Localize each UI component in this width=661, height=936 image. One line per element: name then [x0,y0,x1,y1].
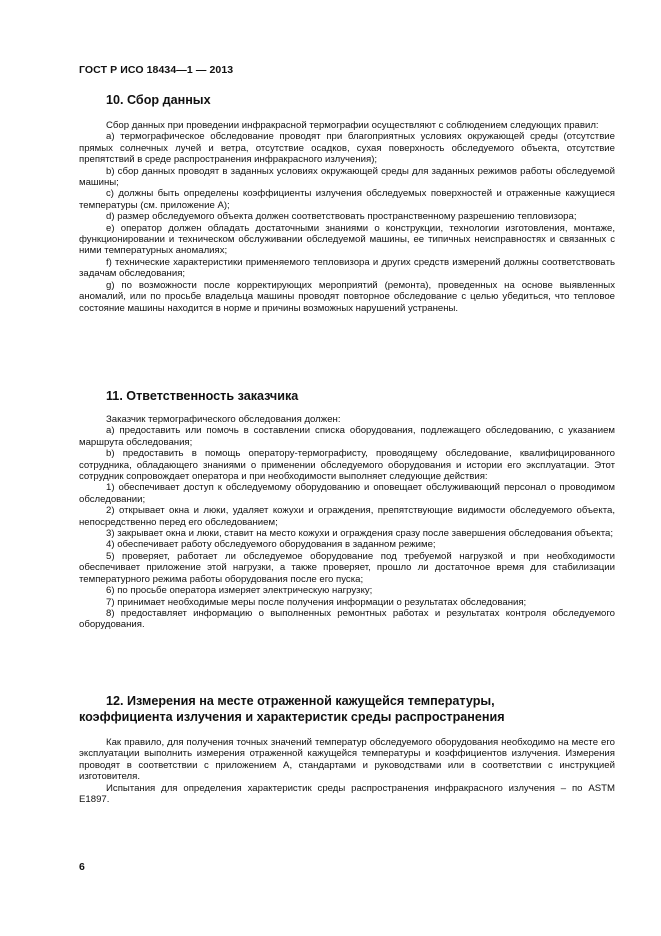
list-item: g) по возможности после корректирующих мероприятий (ремонта), проведенных на основе выявленных аномалий, или по просьбе владельца машины проводят повторное обследование с целью убедиться, что тепловое состояние машины находится в норме и причины возможных нарушений устранены. [79,279,615,314]
list-item: 7) принимает необходимые меры после получения информации о результатах обследования; [106,596,527,608]
section-11-title: 11. Ответственность заказчика [106,389,299,403]
section-11-body [79,414,615,631]
section-12-body [79,737,615,805]
section-10-title: 10. Сбор данных [106,93,211,107]
list-item: 1) обеспечивает доступ к обследуемому оборудованию и оповещает обслуживающий персонал о проводимом обследовании; [79,482,615,505]
list-item: а) термографическое обследование проводят при благоприятных условиях окружающей среды (отсутствие прямых солнечных лучей и ветра, отсутствие осадков, сухая поверхность обследуемого объекта, отсутствие препятствий в среде распространения инфракрасного излучения); [79,131,615,166]
paragraph: Сбор данных при проведении инфракрасной термографии осуществляют с соблюдением следующих правил: [106,120,599,131]
section-10 [79,92,615,314]
paragraph: Как правило, для получения точных значений температур обследуемого оборудования необходимо на месте его эксплуатации выполнить измерения отраженной кажущейся температуры и коэффициентов излучения. Измерения проводят в соответствии с приложением А, стандартами и руководствами или в соответствии с инструкцией изготовителя. [79,737,615,783]
section-12 [79,693,615,805]
list-item: 8) предоставляет информацию о выполненных ремонтных работах и результатах контроля обследуемого оборудования. [79,607,615,631]
document-header: ГОСТ Р ИСО 18434—1 — 2013 [79,64,234,76]
list-item: 6) по просьбе оператора измеряет электрическую нагрузку; [106,585,373,597]
section-12-title-line1: 12. Измерения на месте отраженной кажущейся температуры, [106,694,495,708]
section-12-title [79,693,615,725]
list-item: f) технические характеристики применяемого тепловизора и других средств измерений должны соответствовать задачам обследования; [79,256,615,280]
paragraph: Заказчик термографического обследования должен: [106,414,341,425]
list-item: c) должны быть определены коэффициенты излучения обследуемых поверхностей и отраженные кажущиеся температуры (см. приложение А); [79,188,615,211]
list-item: 4) обеспечивает работу обследуемого оборудования в заданном режиме; [106,539,436,551]
list-item: d) размер обследуемого объекта должен соответствовать пространственному разрешению тепловизора; [106,211,577,223]
page-number: 6 [79,861,85,873]
list-item: b) предоставить в помощь оператору-термографисту, проводящему обследование, квалифицированного сотрудника, обладающего знаниями о применении обследуемого оборудования и истории его эксплуатации. Этот сотрудник сопровождает оператора и при необходимости выполняет следующие действия: [79,448,615,483]
section-10-body [79,120,615,314]
list-item: а) предоставить или помочь в составлении списка оборудования, подлежащего обследованию, с указанием маршрута обследования; [79,425,615,448]
list-item: 5) проверяет, работает ли обследуемое оборудование под требуемой нагрузкой и при необходимости обеспечивает приложение этой нагрузки, а также проверяет, прошло ли достаточное время для стабилизации температурного режима работы оборудования после его пуска; [79,550,615,585]
list-item: 3) закрывает окна и люки, ставит на место кожухи и ограждения сразу после завершения обследования объекта; [106,528,614,540]
list-item: b) сбор данных проводят в заданных условиях окружающей среды для заданных режимов работы обследуемой машины; [79,165,615,189]
section-12-title-line2: коэффициента излучения и характеристик среды распространения [79,710,505,724]
list-item: e) оператор должен обладать достаточными знаниями о конструкции, технологии изготовления, монтаже, функционировании и техническом обслуживании обследуемой машины, ее типичных неисправностях и связанных с ними температурных аномалиях; [79,222,615,257]
section-11 [79,388,615,631]
list-item: 2) открывает окна и люки, удаляет кожухи и ограждения, препятствующие видимости обследуемого объекта, непосредственно перед его обследованием; [79,505,615,528]
paragraph: Испытания для определения характеристик среды распространения инфракрасного излучения – по ASTM E1897. [79,782,615,806]
